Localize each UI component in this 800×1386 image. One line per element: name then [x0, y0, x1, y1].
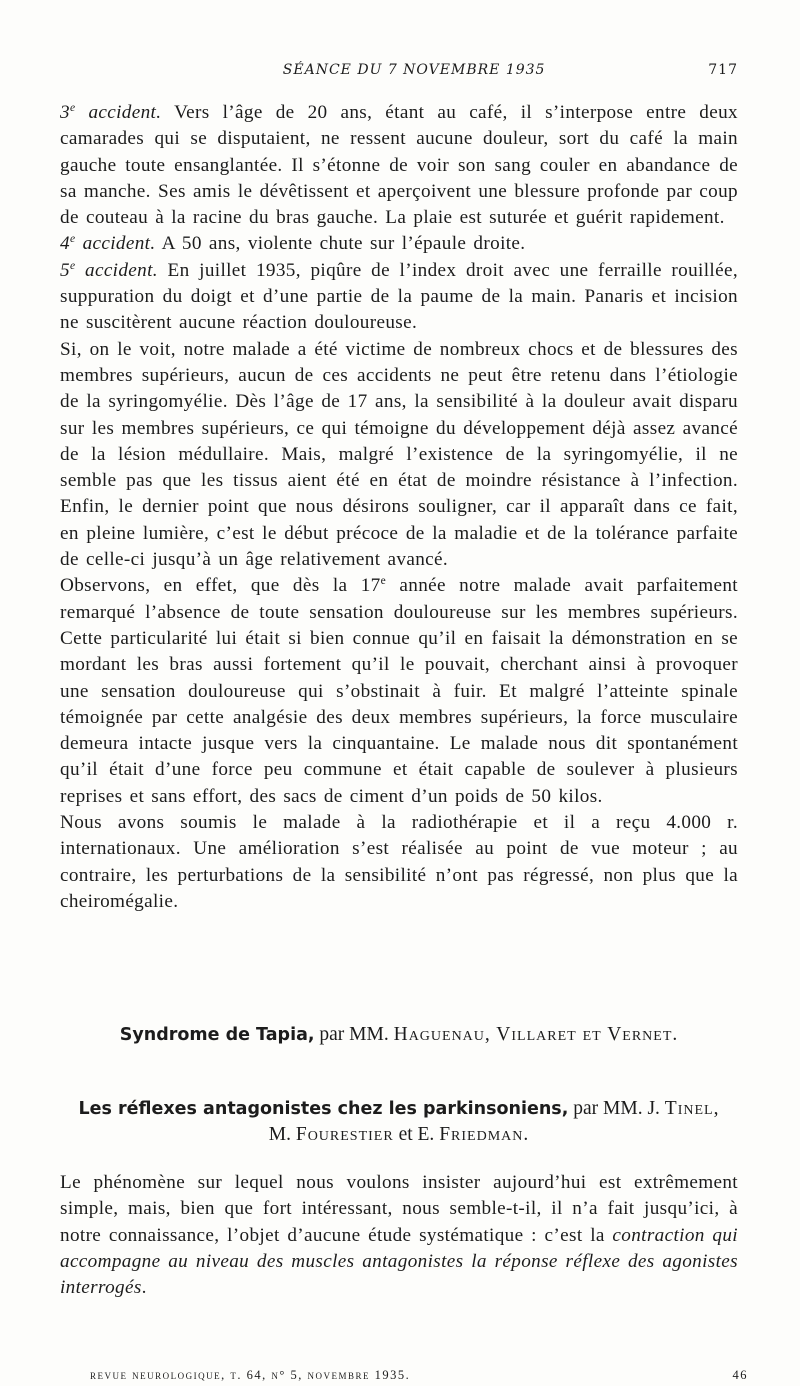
sheet-number: 46: [732, 1368, 748, 1382]
paragraph: 3e accident. Vers l’âge de 20 ans, étant au café, il s’interpose entre deux camarades qui se disputaient, ne ressent aucune douleur, sort du café la main gauche toute ensanglantée. Il s’étonne de voir son sang couler en abandance de sa manche. Ses amis le dévêtissent et aperçoivent une blessure profonde par coup de couteau à la racine du bras gauche. La plaie est suturée et guérit rapidement.: [60, 102, 738, 229]
page-footer: [90, 1368, 748, 1383]
paragraph: Le phénomène sur lequel nous voulons insister aujourd’hui est extrêmement simple, mais, bien que fort intéressant, nous semble-t-il, il n’a fait jusqu’ici, à notre connaissance, l’objet d’aucune étude systématique : c’est la contraction qui accompagne au niveau des muscles antagonistes la réponse réflexe des agonistes interrogés.: [60, 1172, 738, 1299]
paragraph: Si, on le voit, notre malade a été victime de nombreux chocs et de blessures des membres supérieurs, aucun de ces accidents ne peut être retenu dans l’étiologie de la syringomyélie. Dès l’âge de 17 ans, la sensibilité à la douleur avait disparu sur les membres supérieurs, ce qui témoigne du développement déjà assez avancé de la lésion médullaire. Mais, malgré l’existence de la syringomyélie, il ne semble pas que les tissus aient été en état de moindre résistance à l’infection. Enfin, le dernier point que nous désirons souligner, car il apparaît dans ce fait, en pleine lumière, c’est le début précoce de la maladie et de la tolérance parfaite de celle-ci jusqu’à un âge relativement avancé.: [60, 338, 738, 571]
journal-citation: revue neurologique, t. 64, n° 5, novembre 1935.: [90, 1368, 411, 1382]
running-header: [60, 62, 738, 90]
paragraph: 4e accident. A 50 ans, violente chute sur l’épaule droite.: [60, 233, 526, 255]
paragraph: Observons, en effet, que dès la 17e année notre malade avait parfaitement remarqué l’absence de toute sensation douloureuse sur les membres supérieurs. Cette particularité lui était si bien connue qu’il en faisait la démonstration en se mordant les bras aussi fortement qu’il le pouvait, cherchant ainsi à provoquer une sensation douloureuse qui s’obstinait à fuir. Et malgré l’atteinte spinale témoignée par cette analgésie des deux membres supérieurs, la force musculaire demeura intacte jusque vers la cinquantaine. Le malade nous dit spontanément qu’il était d’une force peu commune et était capable de soulever à plusieurs reprises et sans effort, des sacs de ciment d’un poids de 50 kilos.: [60, 575, 738, 807]
page-number: 717: [708, 62, 738, 78]
paragraph: 5e accident. En juillet 1935, piqûre de l’index droit avec une ferraille rouillée, suppuration du doigt et d’une partie de la paume de la main. Panaris et incision ne suscitèrent aucune réaction douloureuse.: [60, 259, 738, 334]
paragraph: Nous avons soumis le malade à la radiothérapie et il a reçu 4.000 r. internationaux. Une amélioration s’est réalisée au point de vue moteur ; au contraire, les perturbations de la sensibilité n’ont pas régressé, non plus que la cheiromégalie.: [60, 812, 738, 912]
body-text: [60, 100, 738, 915]
running-title: SÉANCE DU 7 NOVEMBRE 1935: [282, 62, 546, 78]
section-heading-tapia: Syndrome de Tapia, par MM. Haguenau, Villaret et Vernet.: [119, 1024, 679, 1045]
page: [60, 62, 748, 1382]
section-heading-reflexes: Les réflexes antagonistes chez les parkinsoniens, par MM. J. Tinel, M. Fourestier et E. Friedman.: [78, 1098, 720, 1145]
